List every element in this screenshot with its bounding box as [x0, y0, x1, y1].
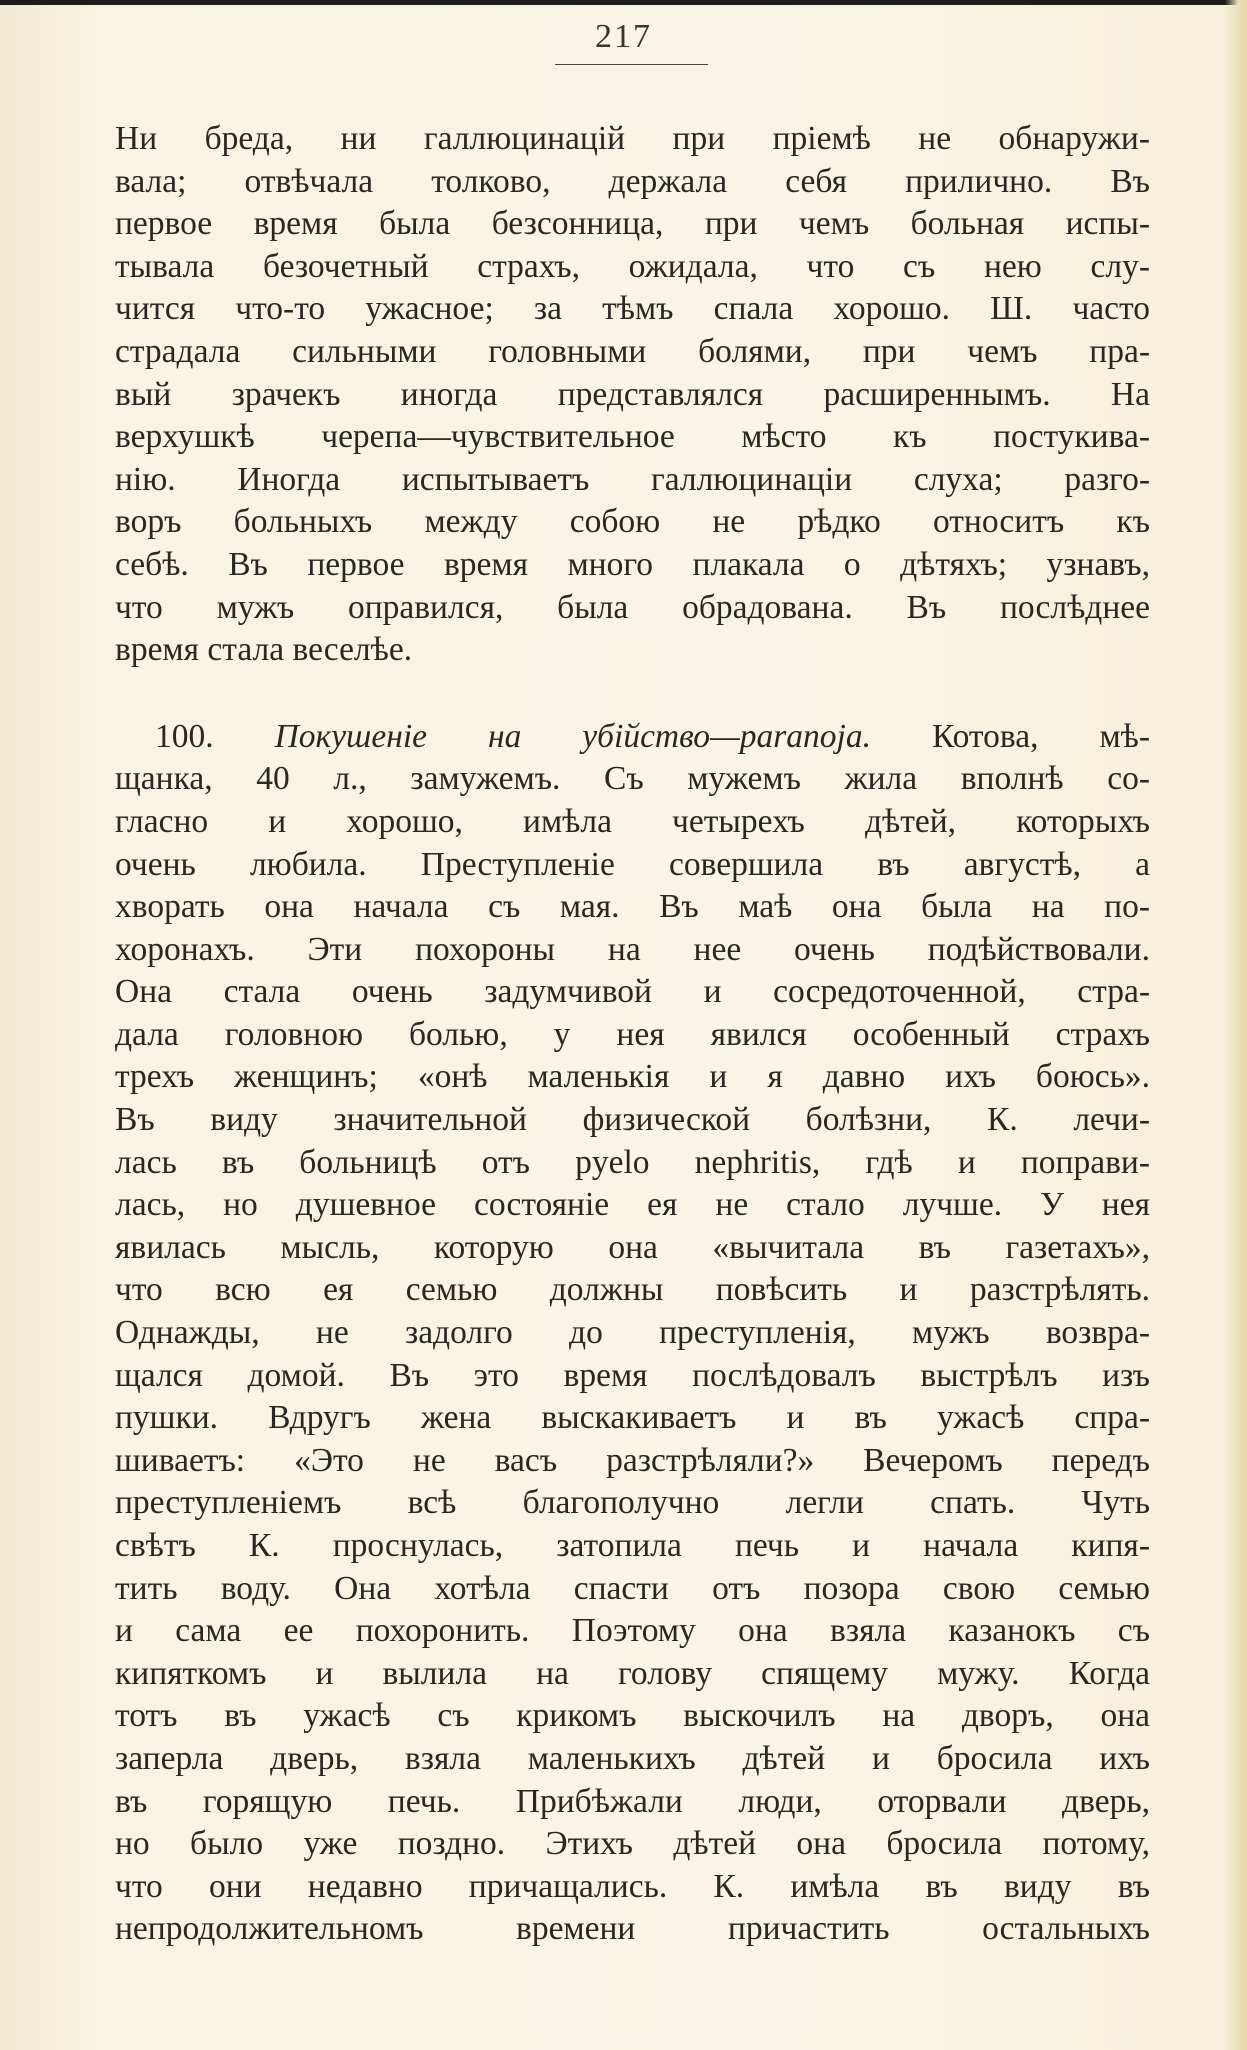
text-line: гласно и хорошо, имѣла четырехъ дѣтей, которыхъ — [115, 802, 1150, 840]
header-rule — [555, 64, 708, 65]
text-line: Ни бреда, ни галлюцинацій при пріемѣ не обнаружи- — [115, 120, 1150, 157]
text-line: Въ виду значительной физической болѣзни, К. лечи- — [115, 1101, 1150, 1139]
case-heading-line — [115, 716, 1150, 759]
text-line: страдала сильными головными болями, при чемъ пра- — [115, 332, 1150, 370]
text-line: въ горящую печь. Прибѣжали люди, оторвали дверь, — [115, 1782, 1150, 1820]
text-line: заперла дверь, взяла маленькихъ дѣтей и бросила ихъ — [115, 1739, 1150, 1777]
text-line: что они недавно причащались. К. имѣла въ виду въ — [115, 1867, 1150, 1905]
paragraph-2 — [115, 716, 1150, 1951]
case-title: Покушеніе на убійство—paranoja. — [274, 717, 871, 755]
text-line: хоронахъ. Эти похороны на нее очень подѣйствовали. — [115, 930, 1150, 968]
case-number: 100. — [155, 717, 214, 755]
text-line: себѣ. Въ первое время много плакала о дѣтяхъ; узнавъ, — [115, 545, 1150, 583]
text-line: щался домой. Въ это время послѣдовалъ выстрѣлъ изъ — [115, 1356, 1150, 1394]
text-line: тотъ въ ужасѣ съ крикомъ выскочилъ на дворъ, она — [115, 1697, 1150, 1735]
text-line: явилась мысль, которую она «вычитала въ газетахъ», — [115, 1228, 1150, 1266]
text-line: верхушкѣ черепа—чувствительное мѣсто къ постукива- — [115, 418, 1150, 456]
text-line: тывала безочетный страхъ, ожидала, что съ нею слу- — [115, 247, 1150, 285]
text-line: воръ больныхъ между собою не рѣдко относитъ къ — [115, 503, 1150, 541]
text-line: тить воду. Она хотѣла спасти отъ позора свою семью — [115, 1569, 1150, 1607]
text-line: непродолжительномъ времени причастить остальныхъ — [115, 1910, 1150, 1948]
text-line: хворать она начала съ мая. Въ маѣ она была на по- — [115, 888, 1150, 926]
text-line: но было уже поздно. Этихъ дѣтей она бросила потому, — [115, 1825, 1150, 1863]
text-line: лась въ больницѣ отъ pyelo nephritis, гдѣ и поправи- — [115, 1143, 1150, 1181]
text-fragment: Котова, мѣ- — [931, 717, 1150, 755]
text-line: очень любила. Преступленіе совершила въ августѣ, а — [115, 845, 1150, 883]
text-line: чится что-то ужасное; за тѣмъ спала хорошо. Ш. часто — [115, 290, 1150, 328]
text-line: дала головною болью, у нея явился особенный страхъ — [115, 1015, 1150, 1053]
paragraph-1 — [115, 118, 1150, 672]
text-line: что всю ея семью должны повѣсить и разстрѣлять. — [115, 1271, 1150, 1309]
text-line: что мужъ оправился, была обрадована. Въ послѣднее — [115, 588, 1150, 626]
text-line: и сама ее похоронить. Поэтому она взяла казанокъ съ — [115, 1612, 1150, 1650]
text-line: Однажды, не задолго до преступленія, мужъ возвра- — [115, 1314, 1150, 1352]
page-number: 217 — [595, 18, 652, 55]
body-text — [115, 118, 1150, 1951]
text-line: вала; отвѣчала толково, держала себя прилично. Въ — [115, 162, 1150, 200]
text-line: преступленіемъ всѣ благополучно легли спать. Чуть — [115, 1484, 1150, 1522]
text-line: время стала веселѣе. — [115, 631, 413, 669]
text-line: свѣтъ К. проснулась, затопила печь и начала кипя- — [115, 1527, 1150, 1564]
text-line: щанка, 40 л., замужемъ. Съ мужемъ жила вполнѣ со- — [115, 760, 1150, 798]
text-line: нію. Иногда испытываетъ галлюцинаціи слуха; разго- — [115, 460, 1150, 498]
page-top-edge — [0, 0, 1247, 5]
text-line: первое время была безсонница, при чемъ больная испы- — [115, 205, 1150, 243]
text-line: Она стала очень задумчивой и сосредоточенной, стра- — [115, 973, 1150, 1011]
text-line: трехъ женщинъ; «онѣ маленькія и я давно ихъ боюсь». — [115, 1058, 1150, 1096]
text-line: шиваетъ: «Это не васъ разстрѣляли?» Вечеромъ передъ — [115, 1441, 1150, 1479]
text-line: пушки. Вдругъ жена выскакиваетъ и въ ужасѣ спра- — [115, 1399, 1150, 1437]
text-line: лась, но душевное состояніе ея не стало лучше. У нея — [115, 1186, 1150, 1224]
page-right-edge — [1225, 0, 1247, 2050]
text-line: кипяткомъ и вылила на голову спящему мужу. Когда — [115, 1654, 1150, 1692]
text-line: вый зрачекъ иногда представлялся расширеннымъ. На — [115, 375, 1150, 413]
